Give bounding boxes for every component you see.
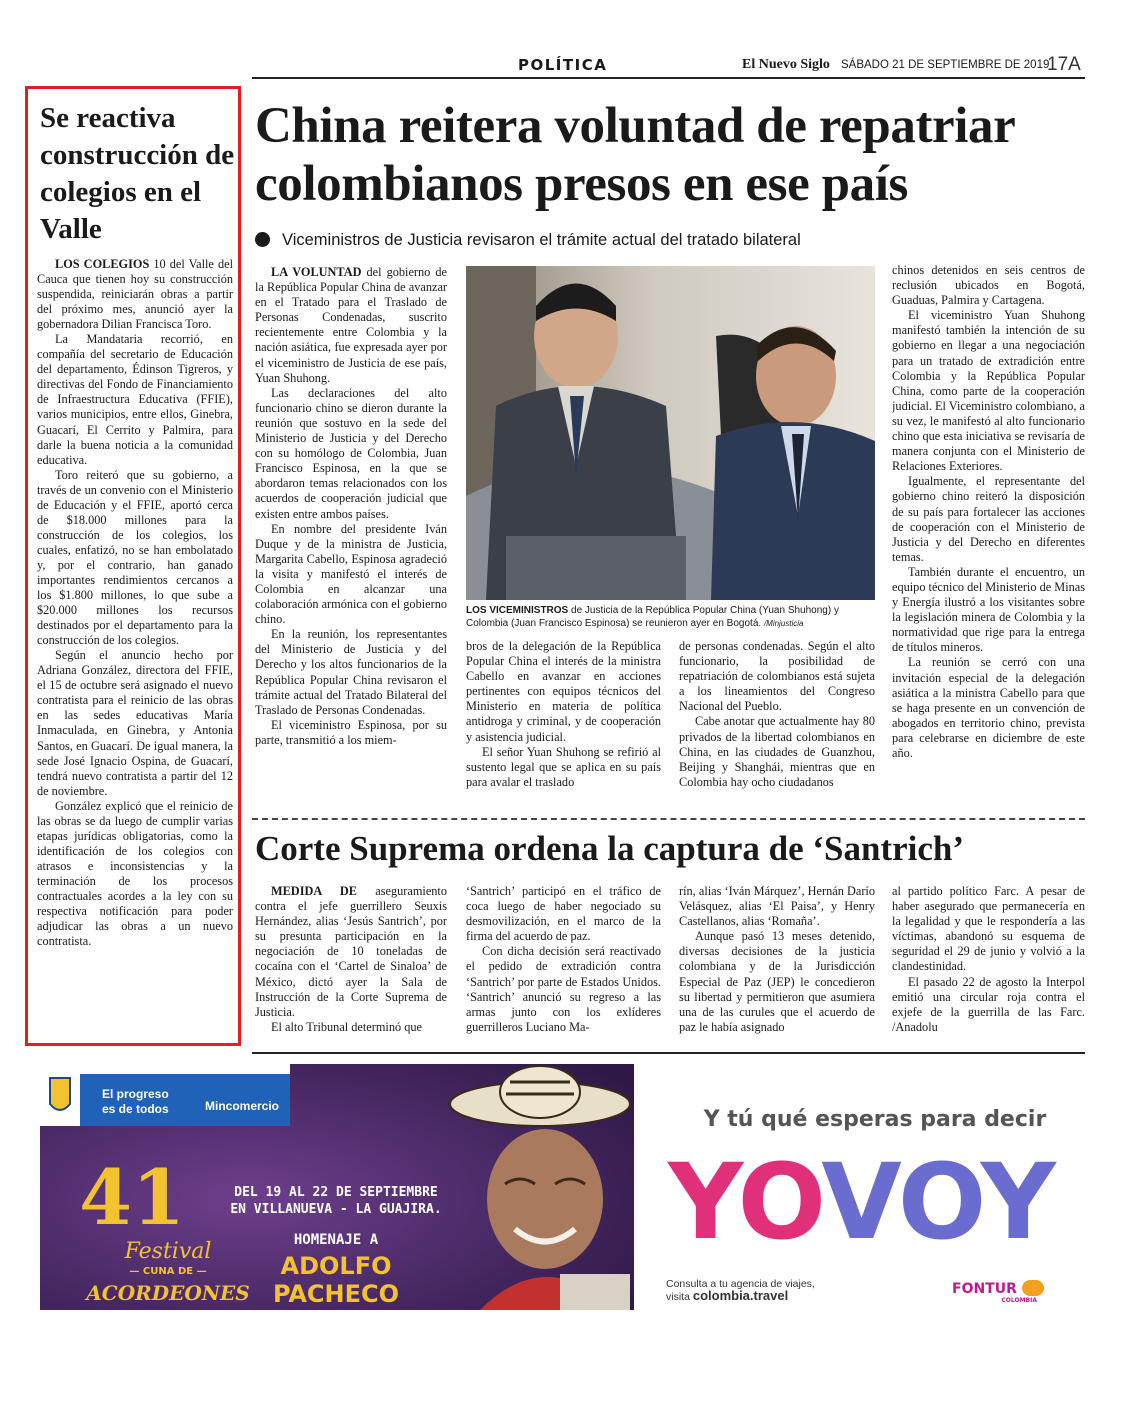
second-column-4 (892, 884, 1085, 1046)
paragraph: de personas condenadas. Según el alto funcionario, la posibilidad de repatriación de colombianos está sujeta a los lineamientos del Congreso Nacional del Pueblo. (679, 639, 875, 714)
paragraph: ‘Santrich’ participó en el tráfico de coca luego de haber negociado su desmovilización, en el marco de la firma del acuerdo de paz. (466, 884, 661, 944)
second-headline: Corte Suprema ordena la captura de ‘Santrich’ (255, 829, 965, 868)
festival-ad-graphic (40, 1064, 634, 1310)
paragraph: El alto Tribunal determinó que (271, 1019, 422, 1034)
ad-slogan-1: El progreso (102, 1087, 169, 1101)
festival-dates-1: DEL 19 AL 22 DE SEPTIEMBRE (234, 1185, 438, 1200)
section-label: POLÍTICA (518, 56, 608, 74)
issue-date: SÁBADO 21 DE SEPTIEMBRE DE 2019 (841, 59, 1050, 71)
paragraph: También durante el encuentro, un equipo técnico del Ministerio de Minas y Energía ilustró a los visitantes sobre la legislación minera de Colombia y la normatividad que rige para la entrega de títulos mineros. (892, 564, 1085, 655)
bullet-icon (255, 232, 270, 247)
ad-tagline: Y tú qué esperas para decir (703, 1107, 1047, 1132)
paragraph: rín, alias ‘Iván Márquez’, Hernán Darío Velásquez, alias ‘El Paisa’, y Henry Castellanos, alias ‘Romaña’. (679, 884, 875, 929)
left-story-title: Se reactiva construcción de colegios en el Valle (40, 102, 235, 245)
paragraph: Toro reiteró que su gobierno, a través de un convenio con el Ministerio de Educación y el FFIE, aportó cerca de $18.000 millones para la construcción de los colegios, los cuales, enfatizó, no se han embolatado y, por el contrario, han ganado importantes rendimientos cercanos a los $1.800 millones, lo que sube a $20.000 millones los recursos destinados por el departamento para la construcción de los colegios. (37, 467, 233, 648)
paragraph: La Mandataria recorrió, en compañía del secretario de Educación del departamento, Édinson Tigreros, y directivas del Fondo de Financiamiento de Infraestructura Educativa (FFIE), varios municipios, entre ellos, Ginebra, Guacarí, El Cerrito y Palmira, para darle la buena noticia a la comunidad educativa. (37, 332, 233, 467)
paragraph: Según el anuncio hecho por Adriana González, directora del FFIE, el 15 de octubre será asignado el nuevo contratista para el reinicio de las obras en las sedes educativas María Inmaculada, en Ginebra, y Antonia Santos, en Guacarí. De igual manera, la sede José Ignacio Ospina, de Guacarí, tendrá nuevo contratista a partir del 12 de noviembre. (37, 648, 233, 798)
paragraph: El viceministro Yuan Shuhong manifestó también la intención de su gobierno en llegar a una negociación para un tratado de extradición entre Colombia y la República Popular China, como parte de la cooperación judicial. El Viceministro colombiano, a su vez, le manifestó al alto funcionario chino que esta iniciativa se revisaría de manera conjunta con el Ministerio de Relaciones Exteriores. (892, 308, 1085, 474)
yovoy-logo: YOVOY (668, 1141, 1054, 1263)
main-column-4 (892, 263, 1085, 813)
paragraph: El viceministro Espinosa, por su parte, transmitió a los miem- (255, 717, 447, 747)
header-rule (252, 77, 1085, 79)
paragraph: Las declaraciones del alto funcionario chino se dieron durante la reunión que sostuvo en la sede del Ministerio de Justicia y del Derecho con su homólogo de Colombia, Juan Francisco Espinosa, en la que se abordaron temas relacionados con los acuerdos de cooperación judicial que existen entre ambos países. (255, 385, 447, 521)
lead-in: LA VOLUNTAD (271, 265, 362, 279)
paragraph: El señor Yuan Shuhong se refirió al sustento legal que se aplica en su país para avalar el traslado (466, 744, 661, 789)
main-headline: China reitera voluntad de repatriar colombianos presos en ese país (255, 98, 1015, 212)
paragraph: González explicó que el reinicio de las obras se da luego de cumplir varias etapas jurídicas obligatorias, como la identificación de los colegios con atrasos e inconsistencias y la terminación de los procesos contractuales acordes a la ley con su respectiva notificación para poder adjudicar las obras a un nuevo contratista. (37, 798, 233, 949)
main-column-1 (255, 265, 447, 813)
second-column-2 (466, 884, 661, 1046)
left-story-body (37, 257, 233, 1039)
fontur-logo: FONTUR COLOMBIA (952, 1280, 1044, 1304)
honoree-first-name: ADOLFO (280, 1252, 392, 1280)
festival-cuna: — CUNA DE — (129, 1266, 207, 1277)
news-photo (466, 266, 875, 600)
page-number: 17A (1047, 54, 1081, 75)
paragraph: al partido político Farc. A pesar de haber asegurado que permanecería en la legalidad y que le respondería a las víctimas, abandonó su esquema de seguridad el 29 de junio y volvió a la clandestinidad. (892, 884, 1085, 974)
honoree-face (487, 1129, 603, 1269)
ad-url: colombia.travel (692, 1288, 789, 1303)
paragraph: En nombre del presidente Iván Duque y de la ministra de Justicia, Margarita Cabello, Espinosa agradeció la visita y manifestó el interés de Colombia en alcanzar una colaboración armónica con el gobierno chino. (255, 521, 447, 627)
honoree-last-name: PACHECO (272, 1280, 400, 1308)
second-column-1 (255, 884, 447, 1046)
festival-number: 41 (79, 1153, 185, 1242)
publication-name: El Nuevo Siglo (742, 57, 830, 72)
festival-acordeones: ACORDEONES (86, 1281, 250, 1305)
paragraph: LOS COLEGIOS 10 del Valle del Cauca que tienen hoy su construcción suspendida, reiniciarán obras a partir del próximo mes, anunció ayer la gobernadora Dilian Francisca Toro. (37, 257, 233, 332)
lead-in: MEDIDA DE (271, 884, 357, 898)
fontur-badge-icon (1022, 1280, 1044, 1296)
paragraph: El pasado 22 de agosto la Interpol emitió una circular roja contra el exjefe de la guerrilla de las Farc. /Anadolu (892, 974, 1085, 1034)
ad-consult-text: Consulta a tu agencia de viajes, visita colombia.travel (666, 1278, 815, 1303)
paragraph: LA VOLUNTAD del gobierno de la República Popular China de avanzar en el Tratado para el Traslado de Personas Condenadas, suscrito recientemente entre Colombia y la nación asiática, fue expresada ayer por el viceministro de Justicia de ese país, Yuan Shuhong. (255, 265, 447, 385)
story-divider (252, 818, 1085, 820)
paragraph: Con dicha decisión será reactivado el pedido de extradición contra ‘Santrich’ por parte de Estados Unidos. ‘Santrich’ anunció su regreso a las armas junto con los exlíderes guerrilleros Luciano Ma- (466, 944, 661, 1034)
fontur-ad (660, 1095, 1070, 1310)
lead-in: LOS COLEGIOS (55, 257, 150, 271)
paragraph: chinos detenidos en seis centros de reclusión ubicados en Bogotá, Guaduas, Palmira y Cartagena. (892, 263, 1085, 308)
paragraph: Igualmente, el representante del gobierno chino reiteró la disposición de su país para fortalecer las acciones de cooperación con el Ministerio de Justicia y del Derecho en diferentes temas. (892, 474, 1085, 564)
main-subtitle: Viceministros de Justicia revisaron el trámite actual del tratado bilateral (255, 231, 1085, 250)
main-column-3 (679, 639, 875, 813)
paragraph: Aunque pasó 13 meses detenido, diversas decisiones de la justicia colombiana y de la Jurisdicción Especial de Paz (JEP) le concedieron su libertad y permitieron que asumiera una de las curules que el acuerdo de paz le había asignado (679, 929, 875, 1034)
main-column-2 (466, 639, 661, 813)
paragraph: En la reunión, los representantes del Ministerio de Justicia y del Derecho y los altos funcionarios de la República Popular China revisaron el trámite actual del Tratado Bilateral del Traslado de Personas Condenadas. (255, 627, 447, 717)
festival-dates-2: EN VILLANUEVA - LA GUAJIRA. (230, 1202, 442, 1217)
paragraph: La reunión se cerró con una invitación especial de la delegación asiática a la ministra Cabello para que se haga presente en un convención de abogados en territorio chino, prevista para celebrarse en diciembre de este año. (892, 655, 1085, 760)
photo-caption: LOS VICEMINISTROS de Justicia de la República Popular China (Yuan Shuhong) y Colombia (Juan Francisco Espinosa) se reunieron ayer en Bogotá. /Minjusticia (466, 605, 839, 629)
paragraph: MEDIDA DE aseguramiento contra el jefe guerrillero Seuxis Hernández, alias ‘Jesús Santrich’, por su presunta participación en la negociación de 10 toneladas de cocaína con el ‘Cartel de Sinaloa’ de México, dictó ayer la Sala de Instrucción de la Corte Suprema de Justicia. (255, 884, 447, 1019)
ad-slogan-2: es de todos (102, 1102, 169, 1116)
festival-ad (40, 1064, 634, 1310)
homenaje-label: HOMENAJE A (293, 1232, 379, 1248)
accordion-icon (560, 1274, 630, 1310)
second-column-3 (679, 884, 875, 1046)
ministry-label: Mincomercio (205, 1099, 280, 1113)
paragraph: Cabe anotar que actualmente hay 80 privados de la libertad colombianos en China, en las ciudades de Guanzhou, Beijing y Shanghái, mientras que en Colombia hay ocho ciudadanos (679, 714, 875, 789)
coat-of-arms-icon (50, 1078, 70, 1110)
photo-credit: /Minjusticia (763, 619, 804, 628)
viceministers-photo (466, 266, 875, 600)
ad-divider (252, 1052, 1085, 1054)
festival-word: Festival (124, 1239, 212, 1264)
paragraph: bros de la delegación de la República Popular China el interés de la ministra Cabello en avanzar en acciones pertinentes con equipos técnicos del Ministerio en materia de política antidroga y criminal, y de cooperación y asistencia judicial. (466, 639, 661, 744)
